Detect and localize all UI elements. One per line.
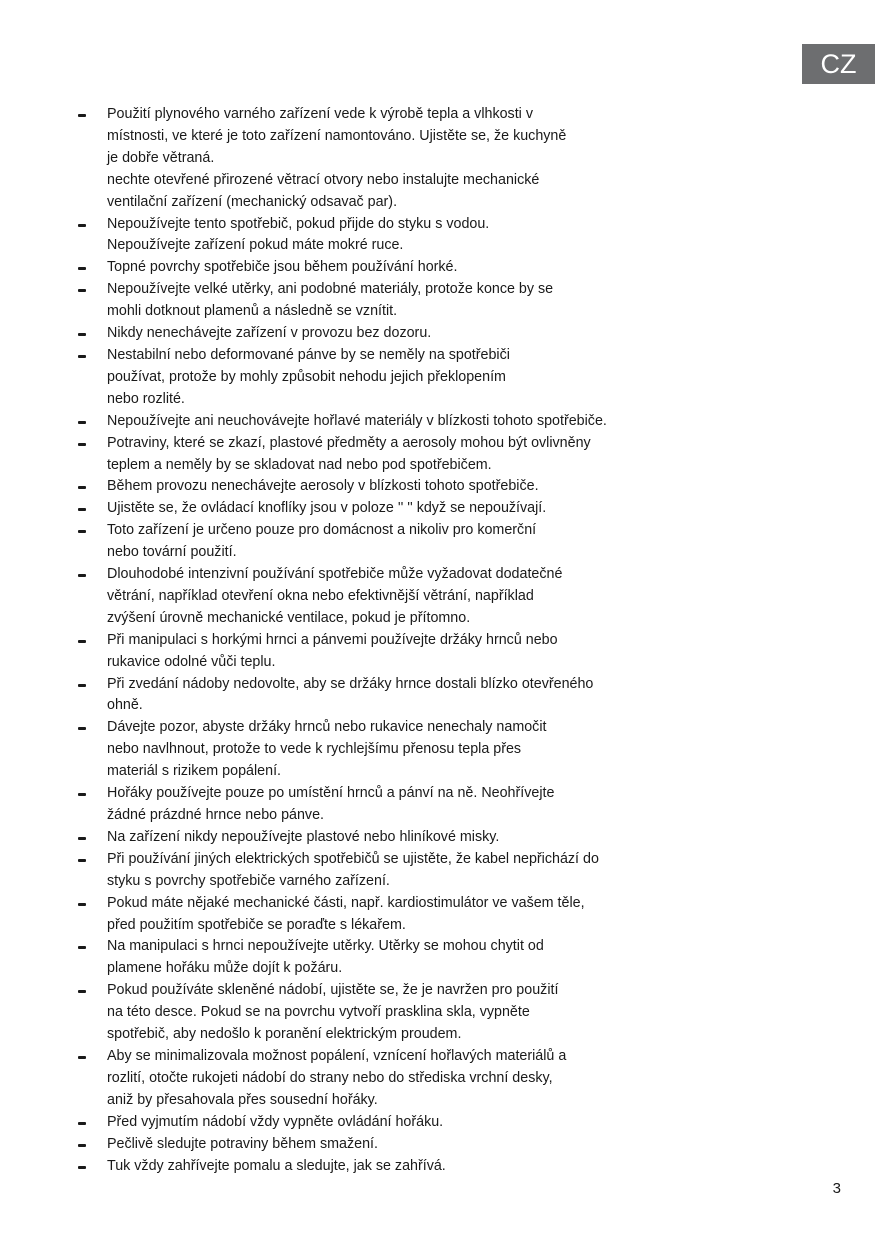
- list-item-text-line: používat, protože by mohly způsobit nehodu jejich překlopením: [107, 368, 506, 385]
- list-item: [78, 827, 658, 849]
- list-item: [78, 257, 658, 279]
- list-item-text-line: před použitím spotřebiče se poraďte s lékařem.: [107, 916, 406, 933]
- bullet-icon: [78, 355, 86, 358]
- list-item-text-line: teplem a neměly by se skladovat nad nebo pod spotřebičem.: [107, 456, 492, 473]
- list-item-text-line: větrání, například otevření okna nebo efektivnější větrání, například: [107, 587, 534, 604]
- list-item: [78, 936, 658, 980]
- list-item: [78, 1156, 658, 1178]
- bullet-icon: [78, 267, 86, 270]
- list-item-text-line: Během provozu nenechávejte aerosoly v blízkosti tohoto spotřebiče.: [107, 478, 539, 495]
- bullet-icon: [78, 530, 86, 533]
- bullet-icon: [78, 1122, 86, 1125]
- list-item: [78, 783, 658, 827]
- list-item-text-line: Použití plynového varného zařízení vede k výrobě tepla a vlhkosti v: [107, 106, 533, 122]
- list-item-text-line: rukavice odolné vůči teplu.: [107, 653, 276, 670]
- list-item-text-line: Nepoužívejte zařízení pokud máte mokré ruce.: [107, 237, 404, 254]
- list-item: [78, 1046, 658, 1112]
- list-item: [78, 1112, 658, 1134]
- bullet-icon: [78, 333, 86, 336]
- list-item-text-line: nechte otevřené přirozené větrací otvory nebo instalujte mechanické: [107, 171, 540, 188]
- list-item: [78, 498, 658, 520]
- list-item-text-line: Na manipulaci s hrnci nepoužívejte utěrky. Utěrky se mohou chytit od: [107, 938, 544, 955]
- list-item-text-line: Dávejte pozor, abyste držáky hrnců nebo rukavice nenechaly namočit: [107, 719, 547, 736]
- bullet-icon: [78, 114, 86, 117]
- list-item: [78, 1134, 658, 1156]
- list-item-text-line: je dobře větraná.: [107, 149, 215, 166]
- list-item-text-line: Potraviny, které se zkazí, plastové předměty a aerosoly mohou být ovlivněny: [107, 434, 591, 451]
- list-item-text-line: mohli dotknout plamenů a následně se vznítit.: [107, 303, 398, 320]
- bullet-icon: [78, 1166, 86, 1169]
- list-item-text-line: Topné povrchy spotřebiče jsou během používání horké.: [107, 259, 458, 276]
- bullet-icon: [78, 793, 86, 796]
- list-item: [78, 323, 658, 345]
- list-item: [78, 411, 658, 433]
- bullet-icon: [78, 990, 86, 993]
- list-item-text-line: Před vyjmutím nádobí vždy vypněte ovládání hořáku.: [107, 1113, 444, 1130]
- list-item: [78, 980, 658, 1046]
- list-item-text-line: žádné prázdné hrnce nebo pánve.: [107, 807, 325, 823]
- list-item-text-line: Pečlivě sledujte potraviny během smažení.: [107, 1135, 378, 1152]
- list-item-text-line: Nikdy nenechávejte zařízení v provozu bez dozoru.: [107, 325, 432, 342]
- list-item-text-line: Na zařízení nikdy nepoužívejte plastové nebo hliníkové misky.: [107, 828, 500, 845]
- list-item: [78, 630, 658, 674]
- bullet-icon: [78, 859, 86, 862]
- list-item: [78, 104, 658, 214]
- list-item-text-line: rozlití, otočte rukojeti nádobí do strany nebo do střediska vrchní desky,: [107, 1069, 553, 1086]
- safety-instructions-list: [78, 104, 658, 1177]
- list-item-text-line: Dlouhodobé intenzivní používání spotřebiče může vyžadovat dodatečné: [107, 566, 563, 583]
- bullet-icon: [78, 903, 86, 906]
- list-item: [78, 520, 658, 564]
- bullet-icon: [78, 224, 86, 227]
- bullet-icon: [78, 684, 86, 687]
- list-item-text-line: Toto zařízení je určeno pouze pro domácnost a nikoliv pro komerční: [107, 522, 537, 539]
- bullet-icon: [78, 1144, 86, 1147]
- bullet-icon: [78, 289, 86, 292]
- list-item-text-line: místnosti, ve které je toto zařízení namontováno. Ujistěte se, že kuchyně: [107, 127, 567, 144]
- list-item-text-line: Nepoužívejte tento spotřebič, pokud přijde do styku s vodou.: [107, 215, 490, 232]
- list-item-text-line: Nepoužívejte ani neuchovávejte hořlavé materiály v blízkosti tohoto spotřebiče.: [107, 412, 607, 429]
- list-item: [78, 279, 658, 323]
- list-item-text-line: Při zvedání nádoby nedovolte, aby se držáky hrnce dostali blízko otevřeného: [107, 675, 594, 692]
- list-item-text-line: Nestabilní nebo deformované pánve by se neměly na spotřebiči: [107, 346, 510, 363]
- list-item-text-line: Pokud máte nějaké mechanické části, např. kardiostimulátor ve vašem těle,: [107, 894, 585, 911]
- list-item: [78, 674, 658, 718]
- bullet-icon: [78, 508, 86, 511]
- list-item-text-line: ohně.: [107, 697, 143, 714]
- list-item-text-line: Pokud používáte skleněné nádobí, ujistěte se, že je navržen pro použití: [107, 982, 559, 999]
- list-item-text-line: Ujistěte se, že ovládací knoflíky jsou v poloze '' '' když se nepoužívají.: [107, 500, 547, 517]
- list-item-text-line: materiál s rizikem popálení.: [107, 763, 282, 780]
- list-item-text-line: nebo tovární použití.: [107, 544, 237, 561]
- list-item-text-line: Tuk vždy zahřívejte pomalu a sledujte, jak se zahřívá.: [107, 1157, 446, 1174]
- list-item-text-line: Při manipulaci s horkými hrnci a pánvemi používejte držáky hrnců nebo: [107, 631, 558, 648]
- list-item-text-line: na této desce. Pokud se na povrchu vytvoří prasklina skla, vypněte: [107, 1004, 530, 1021]
- list-item-text-line: zvýšení úrovně mechanické ventilace, pokud je přítomno.: [107, 609, 471, 626]
- list-item-text-line: Aby se minimalizovala možnost popálení, vznícení hořlavých materiálů a: [107, 1047, 567, 1064]
- list-item: [78, 564, 658, 630]
- language-badge: CZ: [802, 44, 875, 84]
- bullet-icon: [78, 640, 86, 643]
- list-item-text-line: nebo navlhnout, protože to vede k rychlejšímu přenosu tepla přes: [107, 741, 522, 758]
- list-item: [78, 433, 658, 477]
- list-item: [78, 214, 658, 258]
- bullet-icon: [78, 574, 86, 577]
- list-item: [78, 476, 658, 498]
- bullet-icon: [78, 837, 86, 840]
- bullet-icon: [78, 443, 86, 446]
- list-item-text-line: spotřebič, aby nedošlo k poranění elektrickým proudem.: [107, 1026, 462, 1043]
- list-item: [78, 849, 658, 893]
- list-item-text-line: nebo rozlité.: [107, 390, 185, 407]
- bullet-icon: [78, 727, 86, 730]
- list-item: [78, 893, 658, 937]
- bullet-icon: [78, 486, 86, 489]
- list-item: [78, 345, 658, 411]
- list-item-text-line: Hořáky používejte pouze po umístění hrnců a pánví na ně. Neohřívejte: [107, 785, 555, 802]
- list-item-text-line: Nepoužívejte velké utěrky, ani podobné materiály, protože konce by se: [107, 281, 554, 298]
- bullet-icon: [78, 946, 86, 949]
- list-item-text-line: Při používání jiných elektrických spotřebičů se ujistěte, že kabel nepřichází do: [107, 850, 599, 867]
- list-item: [78, 717, 658, 783]
- bullet-icon: [78, 1056, 86, 1059]
- page-number: 3: [832, 1180, 841, 1197]
- list-item-text-line: aniž by přesahovala přes sousední hořáky.: [107, 1091, 378, 1108]
- bullet-icon: [78, 421, 86, 424]
- list-item-text-line: ventilační zařízení (mechanický odsavač par).: [107, 193, 398, 210]
- list-item-text-line: styku s povrchy spotřebiče varného zařízení.: [107, 872, 390, 889]
- list-item-text-line: plamene hořáku může dojít k požáru.: [107, 960, 343, 977]
